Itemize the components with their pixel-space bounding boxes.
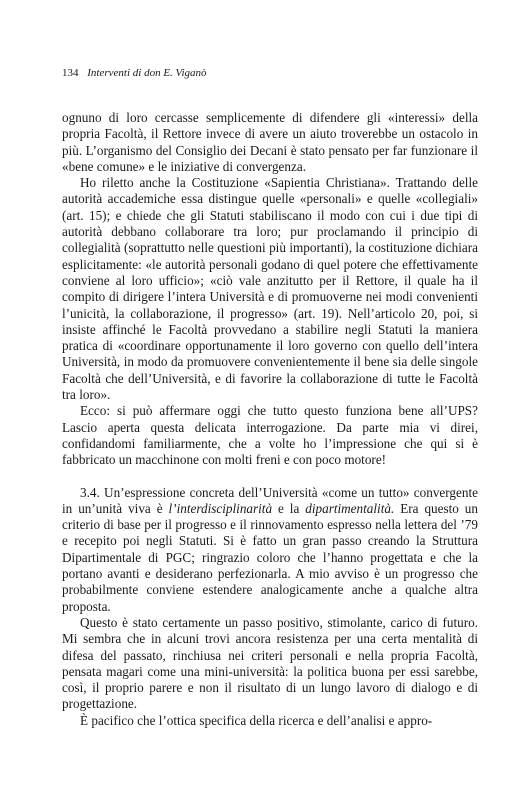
paragraph-pacifico: È pacifico che l’ottica specifica della ricerca e dell’analisi e appro- bbox=[80, 712, 433, 728]
section-text-a: 3.4. Un’espressione concreta dell’Università «come un tutto» convergente in un’unità viva è bbox=[62, 484, 478, 516]
paragraph-continued: ognuno di loro cercasse semplicemente di difendere gli «interessi» della propria Facoltà, il Rettore invece di avere un aiuto troverebbe un ostacolo in più. L’organismo del Consiglio dei Decani è stato pensato per far funzionare il «bene comune» e le iniziative di convergenza. bbox=[62, 110, 478, 174]
book-page bbox=[62, 66, 478, 729]
paragraph-sapientia-christiana: Ho riletto anche la Costituzione «Sapientia Christiana». Trattando delle autorità accademiche essa distingue quelle «personali» e quelle «collegiali» (art. 15); e chiede che gli Statuti stabiliscano il modo con cui i due tipi di autorità debbano collaborare tra loro; pur proclamando il principio di collegialità (soprattutto nelle questioni più importanti), la costituzione dichiara esplicitamente: «le autorità personali godano di quel potere che effettivamente conviene al loro ufficio»; «ciò vale anzitutto per il Rettore, il quale ha il compito di dirigere l’intera Università e di promuoverne nei modi convenienti l’unicità, la collaborazione, il progresso» (art. 19). Nell’articolo 20, poi, si insiste affinché le Facoltà provvedano a stabilire negli Statuti la maniera pratica di «coordinare opportunamente il loro governo con quello dell’intera Università, in modo da promuovere convenientemente il bene sia delle singole Facoltà che dell’Università, e di favorire la collaborazione di tutte le Facoltà tra loro». bbox=[62, 175, 478, 403]
paragraph-section-3-4 bbox=[62, 485, 478, 615]
page-number: 134 bbox=[62, 67, 79, 79]
paragraph-ups-question: Ecco: si può affermare oggi che tutto questo funziona bene all’UPS? Lascio aperta questa delicata interrogazione. Da parte mia vi direi, confidandomi familiarmente, che a volte ho l’impressione che qui si è fabbricato un macchinone con molti freni e con poco motore! bbox=[62, 403, 478, 468]
term-dipartimentalita: dipartimentalità. bbox=[305, 500, 395, 516]
running-header bbox=[62, 66, 478, 80]
paragraph-passo-positivo: Questo è stato certamente un passo positivo, stimolante, carico di futuro. Mi sembra che in alcuni trovi ancora resistenza per una certa mentalità di difesa del passato, rinchiusa nei criteri personali e nella propria Facoltà, pensata magari come una mini-università: la politica buona per essi sarebbe, così, il proprio parere e non il risultato di un lungo lavoro di dialogo e di progettazione. bbox=[62, 614, 478, 712]
running-title: Interventi di don E. Viganò bbox=[87, 67, 207, 79]
term-interdisciplinarita: l’interdisciplinarità bbox=[168, 500, 273, 516]
section-text-b: e la bbox=[272, 500, 306, 516]
section-text-c: Era questo un criterio di base per il progresso e il rinnovamento espresso nella lettera del ’79 e recepito poi negli Statuti. Si è fatto un gran passo creando la Struttura Dipartimentale di PGC; ringrazio coloro che l’hanno progettata e che la portano avanti e desiderano perfezionarla. A mio avviso è un progresso che probabilmente conviene estendere analogicamente anche a qualche altra proposta. bbox=[62, 500, 478, 614]
